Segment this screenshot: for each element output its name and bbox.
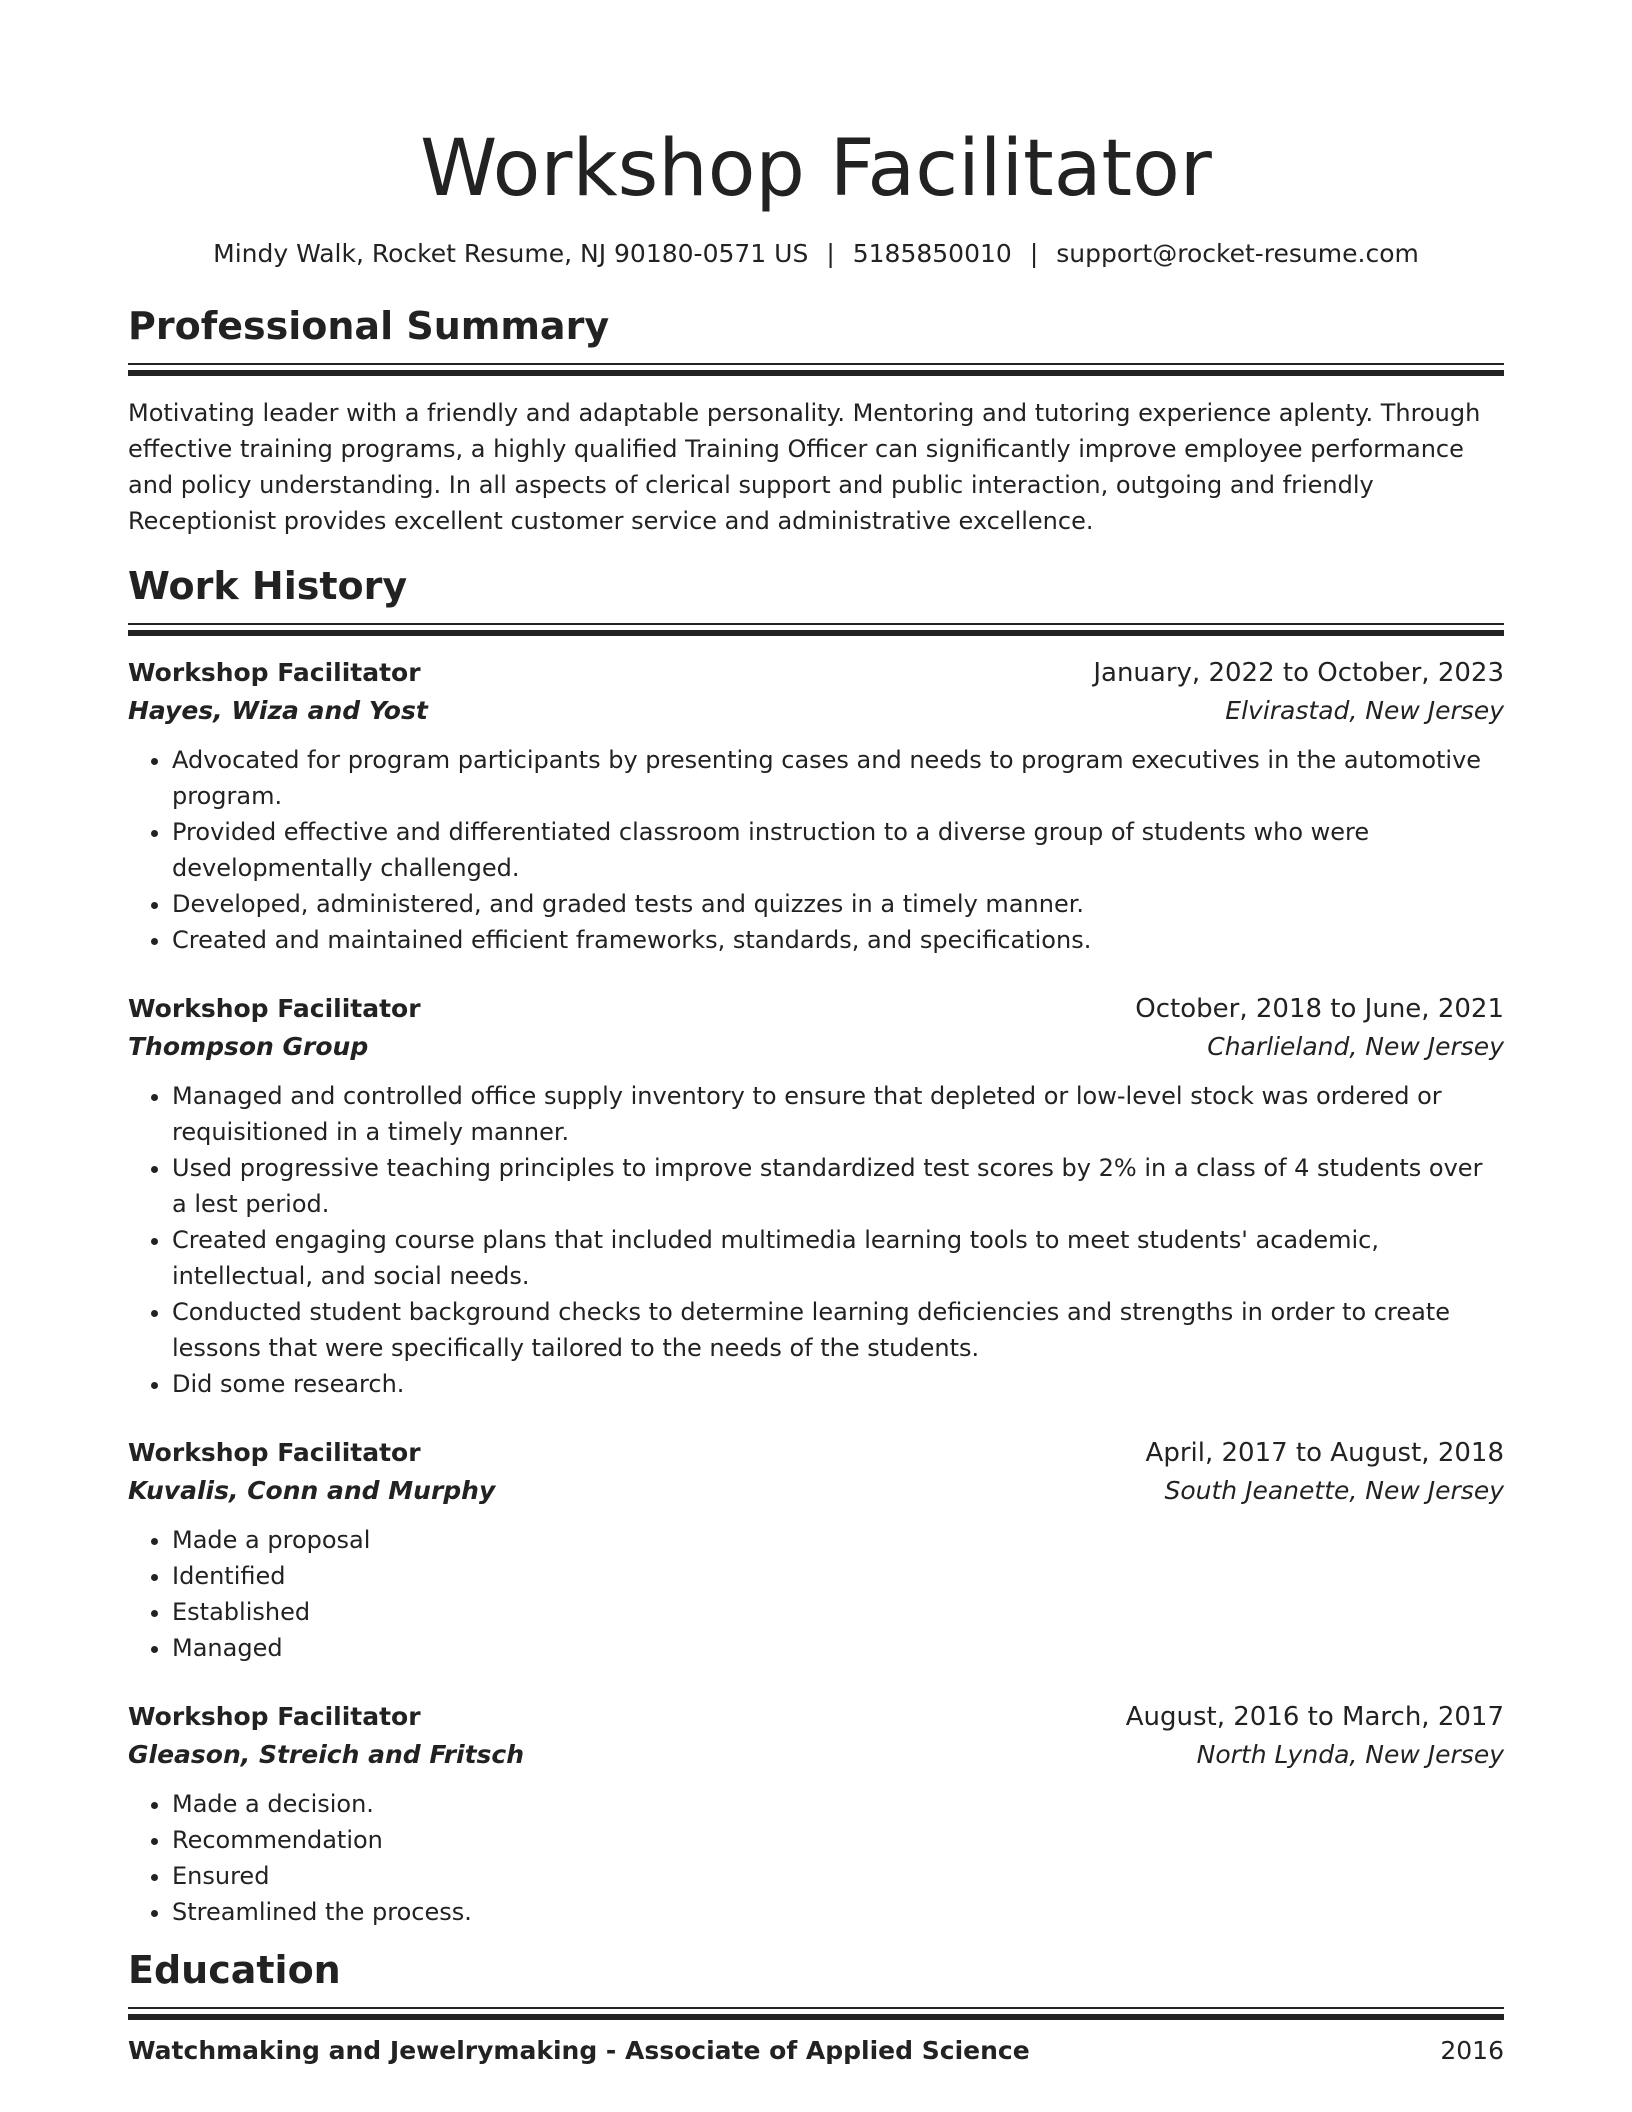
contact-line [128,237,1504,271]
job-location: Elvirastad, New Jersey [1225,696,1504,725]
work-history-section [128,561,1504,1930]
summary-heading: Professional Summary [128,304,610,348]
education-section [128,1945,1504,2070]
job-entry [128,654,1504,958]
section-divider [128,623,1504,636]
contact-phone: 5185850010 [852,239,1012,268]
job-bullet: • Created engaging course plans that included multimedia learning tools to meet students' academic, intellectual, and social needs. [172,1222,1504,1294]
job-title: Workshop Facilitator [128,1702,421,1731]
job-company: Hayes, Wiza and Yost [128,696,428,725]
job-bullet: • Provided effective and differentiated classroom instruction to a diverse group of students who were developmentally challenged. [172,814,1504,886]
job-bullet: • Created and maintained efficient frameworks, standards, and specifications. [172,922,1504,958]
education-entry [128,2032,1504,2070]
job-entry [128,1698,1504,1930]
job-location: South Jeanette, New Jersey [1164,1476,1504,1505]
summary-section [128,301,1504,539]
job-entry [128,990,1504,1402]
education-heading: Education [128,1948,341,1992]
job-dates: October, 2018 to June, 2021 [1135,994,1504,1024]
job-dates: January, 2022 to October, 2023 [1093,658,1504,688]
job-bullet: • Made a decision. [172,1786,1504,1822]
job-bullets [128,1522,1504,1666]
job-bullets [128,1786,1504,1930]
job-bullet: • Managed and controlled office supply inventory to ensure that depleted or low-level stock was ordered or requisitioned in a timely manner. [172,1078,1504,1150]
education-year: 2016 [1440,2036,1504,2065]
job-bullet: • Made a proposal [172,1522,1504,1558]
job-bullet: • Identified [172,1558,1504,1594]
contact-separator: | [1029,239,1039,268]
section-divider [128,363,1504,376]
job-dates: April, 2017 to August, 2018 [1145,1438,1504,1468]
job-location: North Lynda, New Jersey [1196,1740,1504,1769]
job-location: Charlieland, New Jersey [1207,1032,1504,1061]
job-bullet: • Recommendation [172,1822,1504,1858]
job-company: Thompson Group [128,1032,369,1061]
job-bullet: • Did some research. [172,1366,1504,1402]
job-bullet: • Ensured [172,1858,1504,1894]
job-entry [128,1434,1504,1666]
section-divider [128,2007,1504,2020]
job-bullet: • Streamlined the process. [172,1894,1504,1930]
resume-name: Workshop Facilitator [420,124,1212,214]
summary-text: Motivating leader with a friendly and adaptable personality. Mentoring and tutoring experience aplenty. Through effective training programs, a highly qualified Training Officer can significantly improve employee performance and policy understanding. In all aspects of clerical support and public interaction, outgoing and friendly Receptionist provides excellent customer service and administrative excellence. [128,399,1481,535]
job-bullet: • Used progressive teaching principles to improve standardized test scores by 2% in a class of 4 students over a lest period. [172,1150,1504,1222]
job-bullet: • Advocated for program participants by presenting cases and needs to program executives in the automotive program. [172,742,1504,814]
job-title: Workshop Facilitator [128,1438,421,1467]
job-bullets [128,742,1504,958]
job-company: Gleason, Streich and Fritsch [128,1740,525,1769]
job-bullet: • Developed, administered, and graded tests and quizzes in a timely manner. [172,886,1504,922]
work-history-heading: Work History [128,564,408,608]
job-bullet: • Conducted student background checks to determine learning deficiencies and strengths in order to create lessons that were specifically tailored to the needs of the students. [172,1294,1504,1366]
resume-page [128,0,1504,2070]
job-title: Workshop Facilitator [128,994,421,1023]
education-degree: Watchmaking and Jewelrymaking - Associate of Applied Science [128,2036,1030,2065]
job-bullets [128,1078,1504,1402]
job-title: Workshop Facilitator [128,658,421,687]
job-bullet: • Established [172,1594,1504,1630]
job-company: Kuvalis, Conn and Murphy [128,1476,496,1505]
contact-separator: | [826,239,835,268]
job-dates: August, 2016 to March, 2017 [1125,1702,1504,1732]
contact-email: support@rocket-resume.com [1056,239,1419,268]
contact-address: Mindy Walk, Rocket Resume, NJ 90180-0571 US [213,239,809,268]
job-bullet: • Managed [172,1630,1504,1666]
